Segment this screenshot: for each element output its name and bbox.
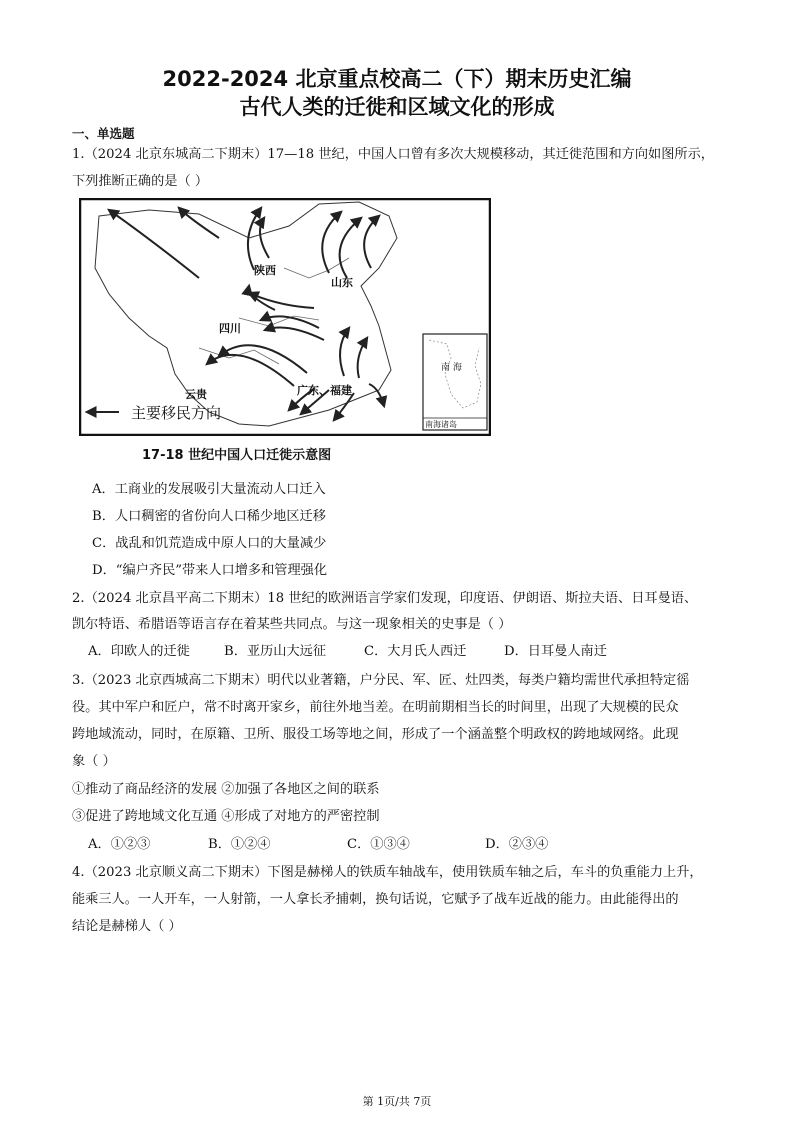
q3-option-c[interactable]: C．①③④ <box>347 837 410 852</box>
q3-statements-1: ①推动了商品经济的发展 ②加强了各地区之间的联系 <box>72 782 380 797</box>
document-title-line2: 古代人类的迁徙和区域文化的形成 <box>239 95 555 119</box>
q3-option-a[interactable]: A．①②③ <box>88 837 151 852</box>
q1-stem-line2: 下列推断正确的是（ ） <box>72 174 209 189</box>
label-south-sea-islands: 南海诸岛 <box>425 420 457 429</box>
map-caption: 17-18 世纪中国人口迁徙示意图 <box>142 448 332 463</box>
q2-stem-line2: 凯尔特语、希腊语等语言存在着某些共同点。与这一现象相关的史事是（ ） <box>72 617 512 632</box>
q1-option-c[interactable]: C．战乱和饥荒造成中原人口的大量减少 <box>92 536 327 551</box>
q4-stem-line3: 结论是赫梯人（ ） <box>72 919 182 934</box>
label-shaanxi: 陕西 <box>254 264 276 277</box>
q3-stem-line1: 3.（2023 北京西城高二下期末）明代以业著籍，户分民、军、匠、灶四类，每类户籍均需世代承担特定徭 <box>72 673 690 688</box>
label-guangdong-fujian: 广东、福建 <box>297 384 352 397</box>
label-sichuan: 四川 <box>219 322 241 335</box>
q4-stem-line1: 4.（2023 北京顺义高二下期末）下图是赫梯人的铁质车轴战车，使用铁质车轴之后，车斗的负重能力上升， <box>72 865 703 880</box>
q1-stem-line1: 1.（2024 北京东城高二下期末）17—18 世纪，中国人口曾有多次大规模移动，其迁徙范围和方向如图所示， <box>72 147 714 162</box>
document-title-line1: 2022-2024 北京重点校高二（下）期末历史汇编 <box>162 67 632 91</box>
q3-statements-2: ③促进了跨地域文化互通 ④形成了对地方的严密控制 <box>72 809 380 824</box>
label-south-sea: 南 海 <box>441 363 462 373</box>
q3-option-d[interactable]: D．②③④ <box>485 837 549 852</box>
label-yungui: 云贵 <box>185 388 207 401</box>
q2-options <box>88 640 607 659</box>
q3-stem-line4: 象（ ） <box>72 754 116 769</box>
q4-stem-line2: 能乘三人。一人开车，一人射箭，一人拿长矛捕刺，换句话说，它赋予了战车近战的能力。由此能得出的 <box>72 892 679 907</box>
q3-stem-line2: 役。其中军户和匠户，常不时离开家乡，前往外地当差。在明前期相当长的时间里，出现了大规模的民众 <box>72 700 679 715</box>
q3-stem-line3: 跨地域流动，同时，在原籍、卫所、服役工场等地之间，形成了一个涵盖整个明政权的跨地域网络。此现 <box>72 727 679 742</box>
q2-option-d[interactable]: D．日耳曼人南迁 <box>504 644 607 659</box>
q2-option-c[interactable]: C．大月氏人西迁 <box>364 644 467 659</box>
migration-map <box>79 198 491 436</box>
q1-option-a[interactable]: A．工商业的发展吸引大量流动人口迁入 <box>92 482 326 497</box>
section-heading: 一、单选题 <box>72 126 135 141</box>
q2-option-b[interactable]: B．亚历山大远征 <box>224 644 327 659</box>
south-china-sea-inset <box>423 334 487 430</box>
label-shandong: 山东 <box>331 276 353 289</box>
q3-option-b[interactable]: B．①②④ <box>208 837 271 852</box>
legend-label: 主要移民方向 <box>131 404 222 422</box>
q3-options <box>88 833 548 852</box>
q2-option-a[interactable]: A．印欧人的迁徙 <box>88 644 190 659</box>
q1-option-b[interactable]: B．人口稠密的省份向人口稀少地区迁移 <box>92 509 326 524</box>
q1-option-d[interactable]: D．“编户齐民”带来人口增多和管理强化 <box>92 563 328 578</box>
q2-stem-line1: 2.（2024 北京昌平高二下期末）18 世纪的欧洲语言学家们发现，印度语、伊朗语、斯拉夫语、日耳曼语、 <box>72 591 698 606</box>
page-footer: 第 1页/共 7页 <box>362 1095 432 1108</box>
